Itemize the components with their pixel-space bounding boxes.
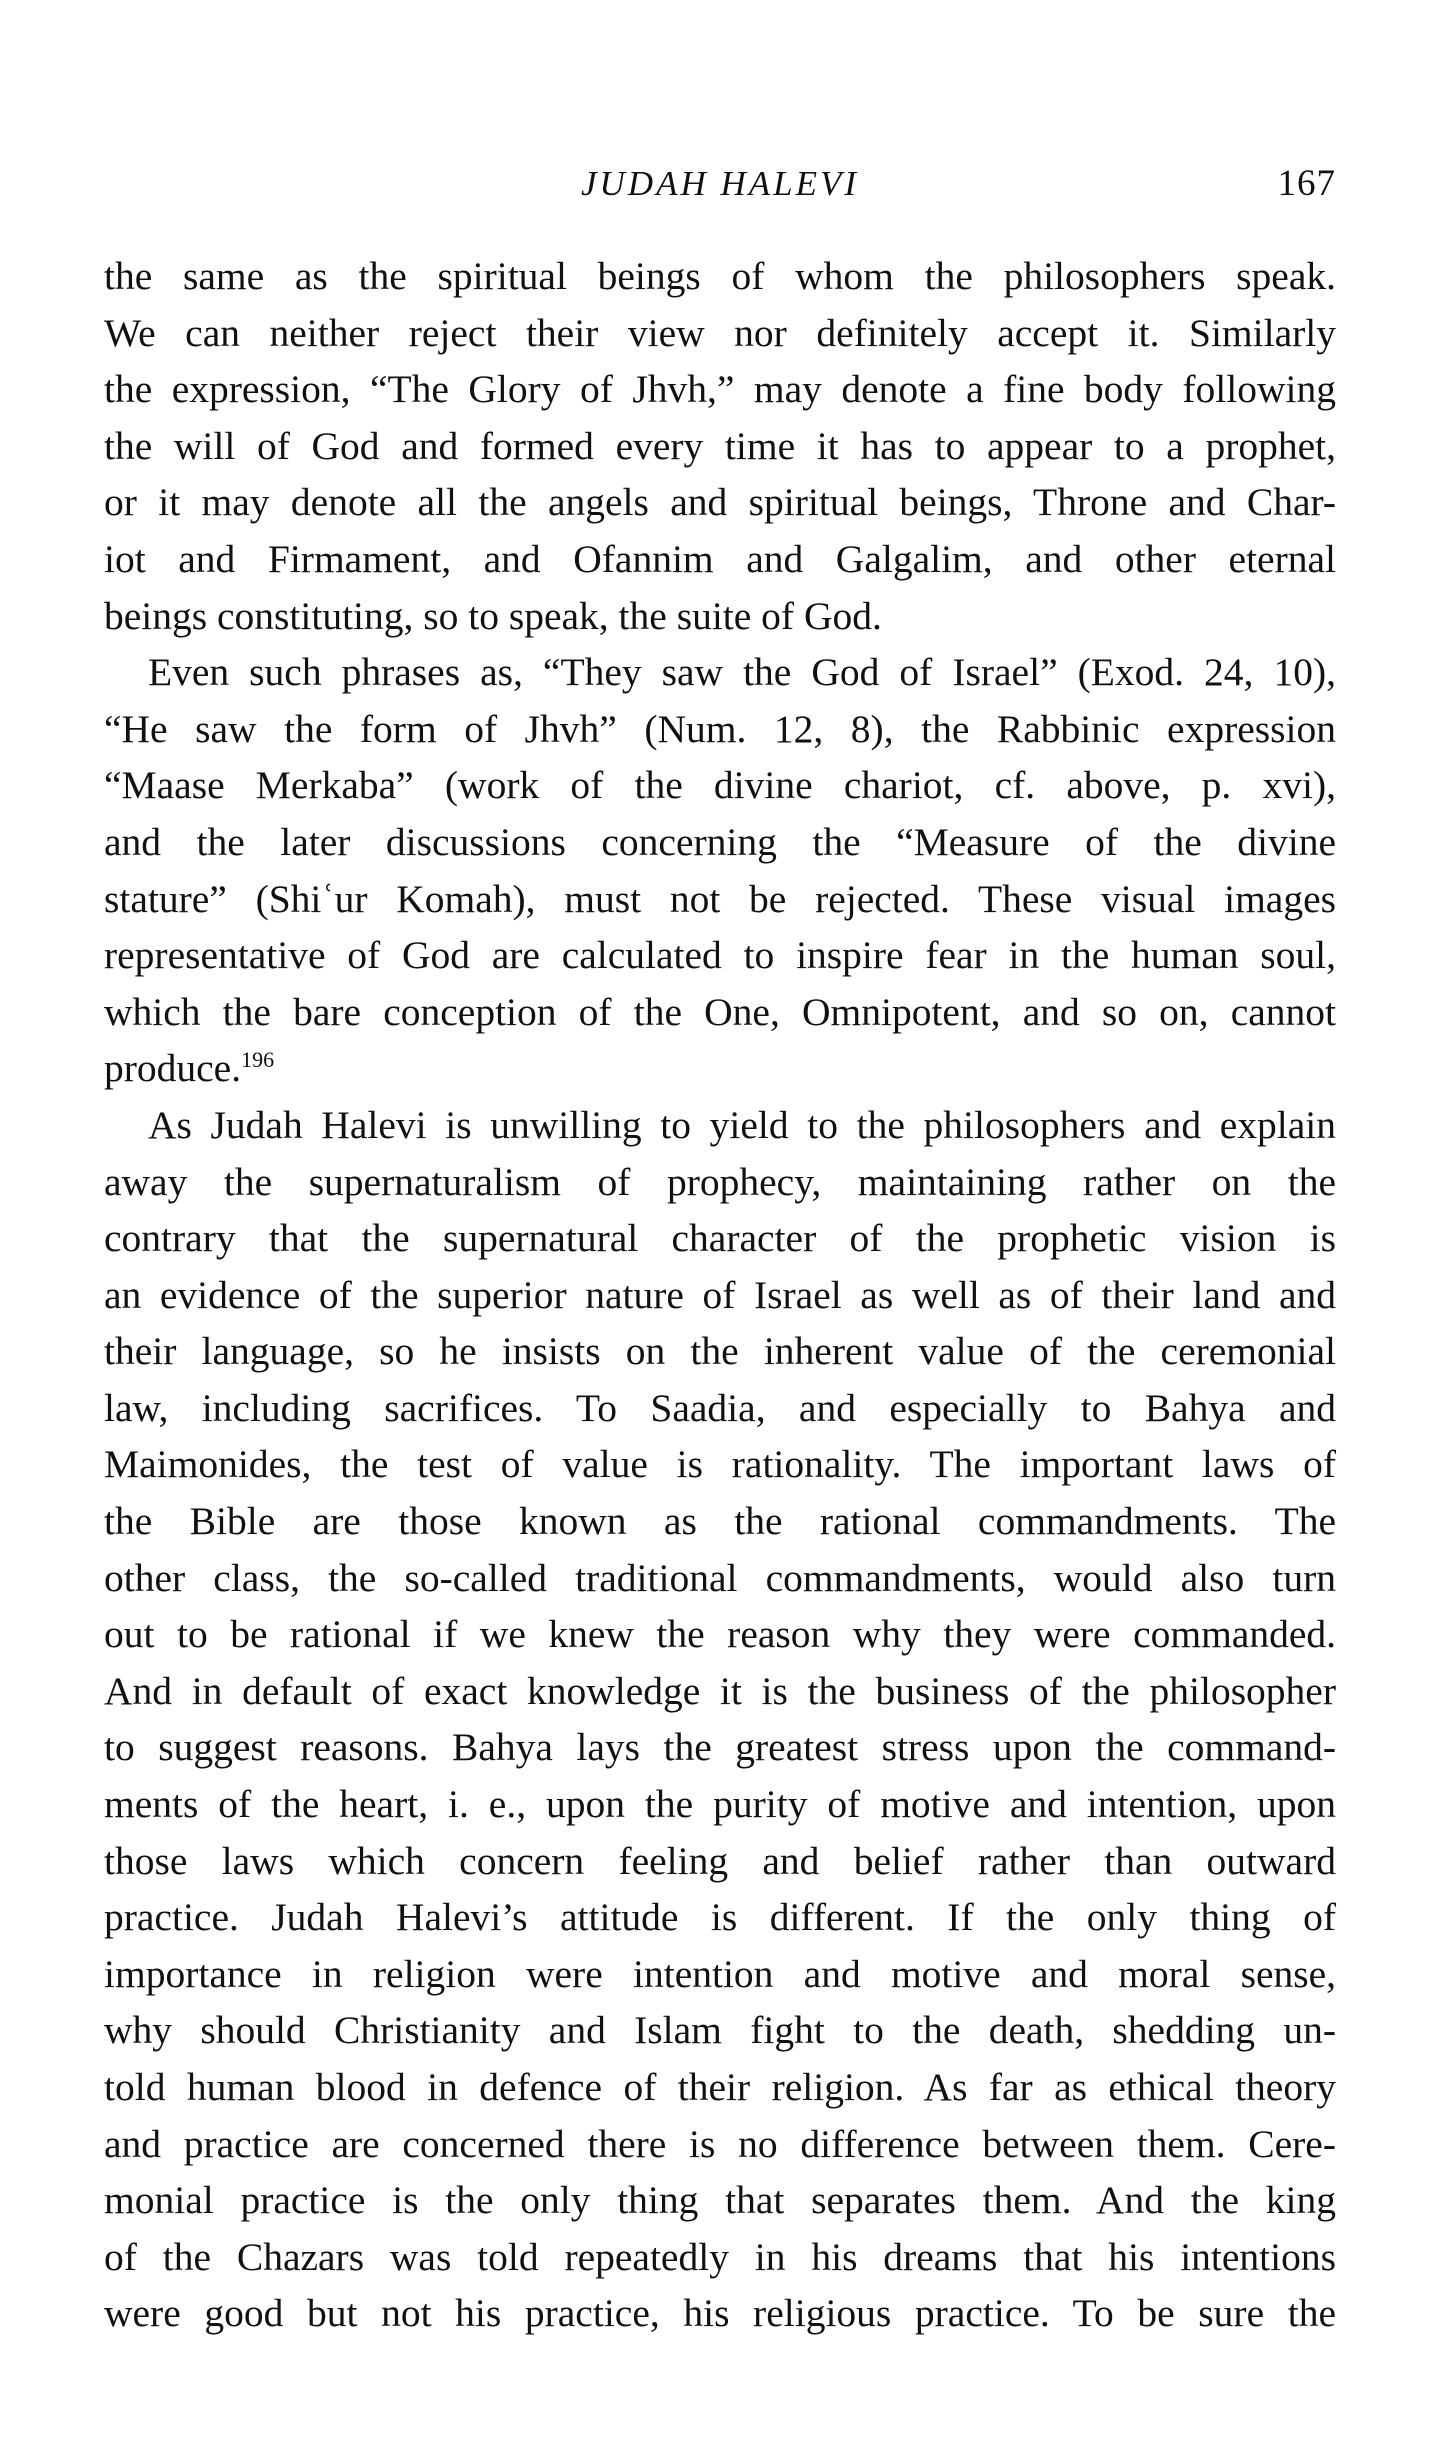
footnote-reference: 196 [241, 1047, 275, 1073]
text-line: or it may denote all the angels and spiritual beings, Throne and Char- [104, 480, 1336, 525]
text-line: and the later discussions concerning the “Measure of the divine [104, 819, 1336, 864]
text-line: told human blood in defence of their religion. As far as ethical theory [104, 2065, 1336, 2109]
text-line: which the bare conception of the One, Omnipotent, and so on, cannot [104, 989, 1336, 1034]
text-line: Even such phrases as, “They saw the God of Israel” (Exod. 24, 10), [148, 650, 1336, 695]
text-line: and practice are concerned there is no difference between them. Cere- [104, 2121, 1336, 2166]
text-line: an evidence of the superior nature of Israel as well as of their land and [104, 1272, 1336, 1317]
text-line: monial practice is the only thing that separates them. And the king [104, 2178, 1336, 2223]
text-line: their language, so he insists on the inherent value of the ceremonial [104, 1329, 1336, 1374]
text-line-with-footnote [104, 1040, 1336, 1097]
text-line-content: produce. [104, 1046, 242, 1091]
text-line: law, including sacrifices. To Saadia, and especially to Bahya and [104, 1385, 1336, 1430]
text-line: stature” (Shiʿur Komah), must not be rejected. These visual images [104, 876, 1336, 921]
text-line: beings constituting, so to speak, the suite of God. [104, 593, 882, 638]
text-line: ments of the heart, i. e., upon the purity of motive and intention, upon [104, 1782, 1336, 1827]
text-line: We can neither reject their view nor definitely accept it. Similarly [104, 310, 1336, 355]
text-line: “Maase Merkaba” (work of the divine chariot, cf. above, p. xvi), [104, 763, 1336, 808]
text-line: As Judah Halevi is unwilling to yield to the philosophers and explain [148, 1102, 1336, 1147]
text-line: the same as the spiritual beings of whom the philosophers speak. [104, 254, 1336, 298]
text-line: out to be rational if we knew the reason why they were commanded. [104, 1612, 1336, 1657]
text-line: the expression, “The Glory of Jhvh,” may denote a fine body following [104, 367, 1336, 412]
text-line: those laws which concern feeling and belief rather than outward [104, 1838, 1336, 1883]
text-line: practice. Judah Halevi’s attitude is different. If the only thing of [104, 1895, 1336, 1940]
text-line: to suggest reasons. Bahya lays the greatest stress upon the command- [104, 1725, 1336, 1770]
text-line: representative of God are calculated to inspire fear in the human soul, [104, 933, 1336, 978]
text-line: And in default of exact knowledge it is the business of the philosopher [104, 1668, 1336, 1713]
paragraph-1 [104, 248, 1336, 644]
text-line: of the Chazars was told repeatedly in his dreams that his intentions [104, 2234, 1336, 2279]
body-text [104, 248, 1336, 2342]
text-line: why should Christianity and Islam fight to the death, shedding un- [104, 2008, 1336, 2053]
text-line: the Bible are those known as the rational commandments. The [104, 1499, 1336, 1544]
text-line: away the supernaturalism of prophecy, maintaining rather on the [104, 1159, 1336, 1204]
text-line: Maimonides, the test of value is rationality. The important laws of [104, 1442, 1336, 1487]
paragraph-2 [104, 644, 1336, 1097]
text-line: were good but not his practice, his religious practice. To be sure the [104, 2291, 1336, 2336]
running-title: JUDAH HALEVI [580, 164, 860, 203]
text-line: importance in religion were intention and motive and moral sense, [104, 1951, 1336, 1996]
page-number: 167 [1277, 163, 1336, 204]
text-line: other class, the so-called traditional commandments, would also turn [104, 1555, 1336, 1600]
text-line: contrary that the supernatural character of the prophetic vision is [104, 1216, 1336, 1261]
text-line: “He saw the form of Jhvh” (Num. 12, 8), the Rabbinic expression [104, 706, 1336, 751]
text-line: the will of God and formed every time it has to appear to a prophet, [104, 423, 1336, 468]
running-head [104, 162, 1336, 212]
paragraph-3 [104, 1097, 1336, 2342]
text-line: iot and Firmament, and Ofannim and Galgalim, and other eternal [104, 536, 1336, 581]
